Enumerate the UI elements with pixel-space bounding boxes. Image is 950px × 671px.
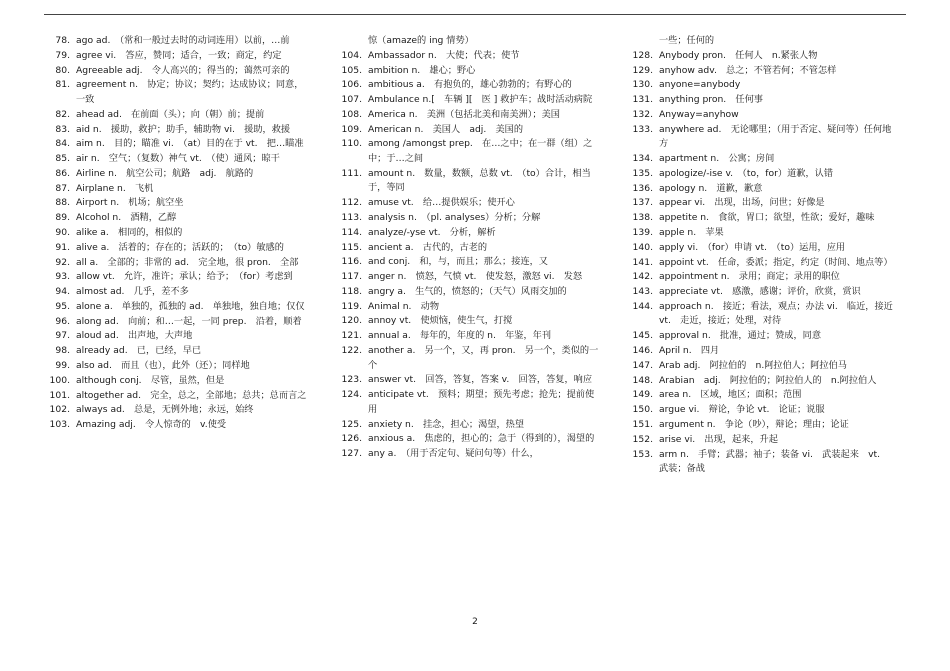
entry-number: 119. xyxy=(341,300,362,312)
entry-definition: anticipate vt. 预料；期望；预先考虑；抢先；提前使用 xyxy=(368,389,595,415)
entry-number: 143. xyxy=(632,286,653,298)
entry-definition: anxiety n. 挂念，担心；渴望，热望 xyxy=(368,418,525,430)
entry-definition: almost ad. 几乎，差不多 xyxy=(76,286,189,298)
vocab-entry xyxy=(629,241,894,256)
vocab-entry xyxy=(629,256,894,271)
vocab-entry xyxy=(629,270,894,285)
entry-number: 91. xyxy=(55,241,70,253)
entry-definition: ago ad. （常和一般过去时的动词连用）以前，…前 xyxy=(76,35,290,46)
entry-number: 106. xyxy=(341,79,362,91)
entry-number: 121. xyxy=(341,330,362,342)
entry-definition: ambitious a. 有抱负的，雄心勃勃的；有野心的 xyxy=(368,79,572,91)
entry-definition: ancient a. 古代的，古老的 xyxy=(368,241,488,253)
entry-number: 131. xyxy=(632,94,653,106)
entry-number: 97. xyxy=(55,330,70,342)
entry-definition: answer vt. 回答，答复，答案 v. 回答，答复，响应 xyxy=(368,374,593,386)
entry-definition: apologize/-ise v. （to，for）道歉，认错 xyxy=(659,167,834,179)
vocab-entry xyxy=(338,108,603,123)
vocab-entry xyxy=(46,211,311,226)
vocab-entry xyxy=(338,34,603,49)
entry-definition: aid n. 援助，救护；助手，辅助物 vi. 援助，救援 xyxy=(76,123,291,135)
vocab-column-3 xyxy=(629,34,894,477)
entry-number: 95. xyxy=(55,300,70,312)
vocab-entry xyxy=(629,152,894,167)
entry-number: 134. xyxy=(632,153,653,165)
vocab-entry xyxy=(338,167,603,196)
entry-definition: agree vi. 答应，赞同；适合，一致；商定，约定 xyxy=(76,49,282,61)
entry-definition: aim n. 目的；瞄准 vi. （at）目的在于 vt. 把…瞄准 xyxy=(76,138,304,150)
entry-number: 90. xyxy=(55,226,70,238)
entry-definition: April n. 四月 xyxy=(659,345,720,357)
vocab-entry xyxy=(46,167,311,182)
vocab-entry xyxy=(629,448,894,477)
entry-definition: Amazing adj. 令人惊奇的 v.使受 xyxy=(76,419,227,431)
entry-number: 108. xyxy=(341,108,362,120)
vocab-entry xyxy=(338,211,603,226)
entry-definition: Airline n. 航空公司；航路 adj. 航路的 xyxy=(76,167,254,179)
entry-number: 129. xyxy=(632,64,653,76)
entry-definition: Alcohol n. 酒精，乙醇 xyxy=(76,212,177,224)
entry-definition: anxious a. 焦虑的，担心的；急于（得到的），渴望的 xyxy=(368,433,595,445)
entry-definition: analyze/-yse vt. 分析，解析 xyxy=(368,226,496,238)
entry-number: 103. xyxy=(49,419,70,431)
entry-definition: apple n. 苹果 xyxy=(659,226,724,238)
vocab-entry xyxy=(629,285,894,300)
vocab-entry xyxy=(46,137,311,152)
vocab-entry xyxy=(629,182,894,197)
entry-definition: Anybody pron. 任何人 n.紧张人物 xyxy=(659,49,818,61)
vocab-entry xyxy=(46,374,311,389)
entry-definition: ahead ad. 在前面（头）；向（朝）前；提前 xyxy=(76,108,265,120)
vocab-entry xyxy=(629,34,894,49)
entry-definition: approval n. 批准，通过；赞成，同意 xyxy=(659,330,822,342)
vocab-entry xyxy=(338,64,603,79)
entry-number: 94. xyxy=(55,286,70,298)
entry-definition: alike a. 相同的，相似的 xyxy=(76,226,183,238)
entry-number: 115. xyxy=(341,241,362,253)
entry-definition: appreciate vt. 感激，感谢；评价，欣赏，赏识 xyxy=(659,286,861,298)
entry-number: 122. xyxy=(341,345,362,357)
entry-number: 133. xyxy=(632,123,653,135)
entry-definition: Arabian adj. 阿拉伯的；阿拉伯人的 n.阿拉伯人 xyxy=(659,374,877,386)
entry-definition: anywhere ad. 无论哪里；（用于否定、疑问等）任何地方 xyxy=(659,123,892,150)
entry-definition: aloud ad. 出声地，大声地 xyxy=(76,330,193,342)
entry-number: 105. xyxy=(341,64,362,76)
entry-number: 146. xyxy=(632,345,653,357)
entry-number: 132. xyxy=(632,108,653,120)
entry-definition: annoy vt. 使烦恼，使生气，打搅 xyxy=(368,315,513,327)
vocab-entry xyxy=(46,182,311,197)
entry-definition: appear vi. 出现，出场，问世；好像是 xyxy=(659,197,825,209)
vocab-entry xyxy=(46,418,311,433)
entry-definition: amuse vt. 给…提供娱乐；使开心 xyxy=(368,197,515,209)
entry-number: 104. xyxy=(341,49,362,61)
vocab-entry xyxy=(338,300,603,315)
entry-definition: anyone=anybody xyxy=(659,79,741,91)
vocab-entry xyxy=(46,34,311,49)
entry-number: 98. xyxy=(55,345,70,357)
entry-number: 80. xyxy=(55,64,70,76)
entry-number: 120. xyxy=(341,315,362,327)
entry-number: 126. xyxy=(341,433,362,445)
vocab-entry xyxy=(46,49,311,64)
entry-number: 114. xyxy=(341,226,362,238)
entry-number: 151. xyxy=(632,418,653,430)
entry-number: 112. xyxy=(341,197,362,209)
vocab-entry xyxy=(338,270,603,285)
vocab-entry xyxy=(46,196,311,211)
vocab-entry xyxy=(629,300,894,329)
vocab-entry xyxy=(338,314,603,329)
vocab-entry xyxy=(338,329,603,344)
entry-number: 87. xyxy=(55,182,70,194)
entry-definition: alive a. 活着的；存在的；活跃的； （to）敏感的 xyxy=(76,241,284,253)
vocab-entry xyxy=(338,388,603,417)
entry-number: 123. xyxy=(341,374,362,386)
entry-definition: anger n. 愤怒，气愤 vt. 使发怒，激怒 vi. 发怒 xyxy=(368,271,583,283)
entry-number: 150. xyxy=(632,404,653,416)
entry-definition: angry a. 生气的，愤怒的；（天气）风雨交加的 xyxy=(368,285,567,297)
entry-definition: Ambulance n.[ 车辆 ][ 医 ] 救护车；战时活动病院 xyxy=(368,94,593,106)
entry-number: 135. xyxy=(632,167,653,179)
vocab-entry xyxy=(338,137,603,166)
vocab-entry xyxy=(629,49,894,64)
vocab-entry xyxy=(629,374,894,389)
entry-number: 89. xyxy=(55,212,70,224)
entry-number: 81. xyxy=(55,79,70,91)
entry-number: 145. xyxy=(632,330,653,342)
entry-number: 110. xyxy=(341,138,362,150)
entry-number: 140. xyxy=(632,241,653,253)
entry-number: 113. xyxy=(341,212,362,223)
entry-definition: appointment n. 录用；商定；录用的职位 xyxy=(659,271,840,283)
entry-definition: apartment n. 公寓；房间 xyxy=(659,153,775,165)
entry-number: 107. xyxy=(341,94,362,106)
vocab-entry xyxy=(338,432,603,447)
vocab-entry xyxy=(629,167,894,182)
vocab-entry xyxy=(338,241,603,256)
vocab-entry xyxy=(46,226,311,241)
vocab-entry xyxy=(46,256,311,271)
entry-definition: and conj. 和，与，而且；那么；接连，又 xyxy=(368,256,548,268)
entry-number: 101. xyxy=(49,389,70,401)
vocab-entry xyxy=(338,344,603,373)
vocab-entry xyxy=(46,389,311,404)
vocab-entry xyxy=(338,373,603,388)
entry-definition: ambition n. 雄心；野心 xyxy=(368,64,476,76)
vocab-entry xyxy=(338,226,603,241)
entry-number: 92. xyxy=(55,256,70,268)
entry-definition: air n. 空气；（复数）神气 vt. （使）通风；晾干 xyxy=(76,153,280,165)
entry-number: 96. xyxy=(55,315,70,327)
entry-number: 83. xyxy=(55,123,70,135)
entry-definition: anything pron. 任何事 xyxy=(659,94,763,106)
entry-definition: argument n. 争论（吵），辩论；理由；论证 xyxy=(659,418,849,430)
entry-number: 128. xyxy=(632,49,653,61)
vocab-entry xyxy=(629,359,894,374)
entry-number: 82. xyxy=(55,108,70,120)
entry-definition: all a. 全部的；非常的 ad. 完全地，很 pron. 全部 xyxy=(76,256,299,268)
vocab-entry xyxy=(46,285,311,300)
entry-definition: 一些；任何的 xyxy=(659,35,715,46)
entry-number: 88. xyxy=(55,197,70,209)
entry-definition: 惊（amaze的 ing 情势） xyxy=(368,35,474,46)
entry-definition: Arab adj. 阿拉伯的 n.阿拉伯人；阿拉伯马 xyxy=(659,359,847,371)
entry-definition: American n. 美国人 adj. 美国的 xyxy=(368,123,524,135)
entry-number: 79. xyxy=(55,49,70,61)
vocab-entry xyxy=(629,78,894,93)
entry-definition: Ambassador n. 大使；代表；使节 xyxy=(368,49,520,61)
vocab-entry xyxy=(46,315,311,330)
entry-definition: altogether ad. 完全，总之，全部地；总共；总而言之 xyxy=(76,389,307,401)
vocab-entry xyxy=(338,285,603,300)
vocab-entry xyxy=(46,329,311,344)
vocab-entry xyxy=(46,270,311,285)
vocab-entry xyxy=(338,78,603,93)
entry-number: 109. xyxy=(341,123,362,135)
entry-definition: analysis n. （pl. analyses）分析；分解 xyxy=(368,212,541,223)
entry-definition: appoint vt. 任命，委派；指定，约定（时间、地点等） xyxy=(659,256,893,268)
entry-definition: argue vi. 辩论，争论 vt. 论证；说服 xyxy=(659,404,825,416)
vocab-entry xyxy=(46,64,311,79)
vocab-entry xyxy=(629,388,894,403)
entry-definition: Airport n. 机场；航空坐 xyxy=(76,197,184,209)
vocab-entry xyxy=(629,418,894,433)
entry-definition: along ad. 向前；和…一起，一同 prep. 沿着，顺着 xyxy=(76,315,302,327)
vocab-entry xyxy=(46,300,311,315)
entry-definition: also ad. 而且（也），此外（还）；同样地 xyxy=(76,360,250,371)
entry-definition: although conj. 尽管，虽然，但是 xyxy=(76,374,225,386)
vocab-column-2 xyxy=(338,34,603,462)
entry-definition: Airplane n. 飞机 xyxy=(76,182,154,194)
entry-number: 137. xyxy=(632,197,653,209)
entry-definition: any a. （用于否定句、疑问句等）什么， xyxy=(368,448,539,460)
entry-number: 141. xyxy=(632,256,653,268)
vocab-entry xyxy=(629,64,894,79)
page-number: 2 xyxy=(472,617,478,627)
entry-number: 139. xyxy=(632,226,653,238)
entry-number: 85. xyxy=(55,153,70,165)
entry-number: 117. xyxy=(341,271,362,283)
entry-definition: apply vi. （for）申请 vt. （to）运用，应用 xyxy=(659,241,846,253)
vocab-entry xyxy=(338,255,603,270)
entry-definition: appetite n. 食欲，胃口；欲望，性欲；爱好，趣味 xyxy=(659,212,875,224)
vocab-entry xyxy=(338,123,603,138)
entry-number: 147. xyxy=(632,359,653,371)
entry-definition: Anyway=anyhow xyxy=(659,108,739,120)
entry-definition: Agreeable adj. 令人高兴的；得当的；蔼然可亲的 xyxy=(76,64,290,76)
entry-number: 142. xyxy=(632,271,653,283)
entry-definition: another a. 另一个，又，再 pron. 另一个，类似的一个 xyxy=(368,345,599,371)
vocab-entry xyxy=(629,196,894,211)
vocab-entry xyxy=(629,344,894,359)
vocab-entry xyxy=(46,108,311,123)
entry-definition: arise vi. 出现，起来，升起 xyxy=(659,433,778,445)
vocab-entry xyxy=(46,403,311,418)
entry-number: 78. xyxy=(55,35,70,46)
entry-number: 111. xyxy=(341,167,362,179)
vocab-entry xyxy=(629,329,894,344)
entry-definition: area n. 区域，地区；面积；范围 xyxy=(659,389,802,401)
entry-definition: America n. 美洲（包括北美和南美洲）；美国 xyxy=(368,108,560,120)
entry-definition: apology n. 道歉，歉意 xyxy=(659,182,763,194)
entry-number: 102. xyxy=(49,404,70,416)
vocab-entry xyxy=(338,447,603,462)
entry-definition: agreement n. 协定；协议；契约；达成协议；同意，一致 xyxy=(76,79,304,105)
entry-definition: annual a. 每年的，年度的 n. 年鉴，年刊 xyxy=(368,330,552,342)
vocab-entry xyxy=(629,123,894,152)
entry-number: 138. xyxy=(632,212,653,224)
vocab-entry xyxy=(629,93,894,108)
entry-number: 127. xyxy=(341,448,362,460)
entry-number: 152. xyxy=(632,433,653,445)
vocab-entry xyxy=(46,344,311,359)
entry-definition: allow vt. 允许，准许；承认；给予； （for）考虑到 xyxy=(76,271,293,283)
entry-definition: always ad. 总是，无例外地；永远，始终 xyxy=(76,404,254,416)
entry-definition: approach n. 接近；看法，观点；办法 vi. 临近，接近 vt. 走近，接近；处理，对待 xyxy=(659,300,893,327)
entry-number: 144. xyxy=(632,300,653,312)
entry-definition: Animal n. 动物 xyxy=(368,300,440,312)
vocab-column-1 xyxy=(46,34,311,433)
vocab-entry xyxy=(46,152,311,167)
vocab-entry xyxy=(629,403,894,418)
entry-number: 100. xyxy=(49,374,70,386)
vocab-entry xyxy=(629,433,894,448)
vocab-entry xyxy=(46,241,311,256)
entry-definition: among /amongst prep. 在…之中；在一群（组）之中；于…之间 xyxy=(368,138,593,165)
vocab-entry xyxy=(338,93,603,108)
vocab-entry xyxy=(46,123,311,138)
entry-number: 125. xyxy=(341,418,362,430)
entry-definition: already ad. 已，已经，早已 xyxy=(76,345,202,357)
entry-definition: alone a. 单独的，孤独的 ad. 单独地，独自地；仅仅 xyxy=(76,300,305,312)
entry-number: 148. xyxy=(632,374,653,386)
entry-number: 149. xyxy=(632,389,653,401)
vocab-entry xyxy=(46,359,311,374)
vocab-entry xyxy=(629,108,894,123)
entry-number: 93. xyxy=(55,271,70,283)
entry-number: 136. xyxy=(632,182,653,194)
vocab-entry xyxy=(338,418,603,433)
entry-definition: anyhow adv. 总之；不管若何；不管怎样 xyxy=(659,64,837,76)
vocab-entry xyxy=(338,49,603,64)
entry-number: 118. xyxy=(341,285,362,297)
header-rule xyxy=(44,14,906,15)
vocab-entry xyxy=(46,78,311,107)
entry-number: 116. xyxy=(341,256,362,268)
entry-number: 130. xyxy=(632,79,653,91)
entry-number: 86. xyxy=(55,167,70,179)
entry-number: 99. xyxy=(55,360,70,371)
vocab-entry xyxy=(629,211,894,226)
entry-number: 84. xyxy=(55,138,70,150)
entry-number: 124. xyxy=(341,389,362,401)
entry-number: 153. xyxy=(632,448,653,460)
vocab-entry xyxy=(629,226,894,241)
entry-definition: arm n. 手臂；武器；袖子；装备 vi. 武装起来 vt. 武装；备战 xyxy=(659,448,890,475)
vocab-entry xyxy=(338,196,603,211)
entry-definition: amount n. 数量，数额，总数 vt. （to）合计，相当于，等同 xyxy=(368,167,591,194)
